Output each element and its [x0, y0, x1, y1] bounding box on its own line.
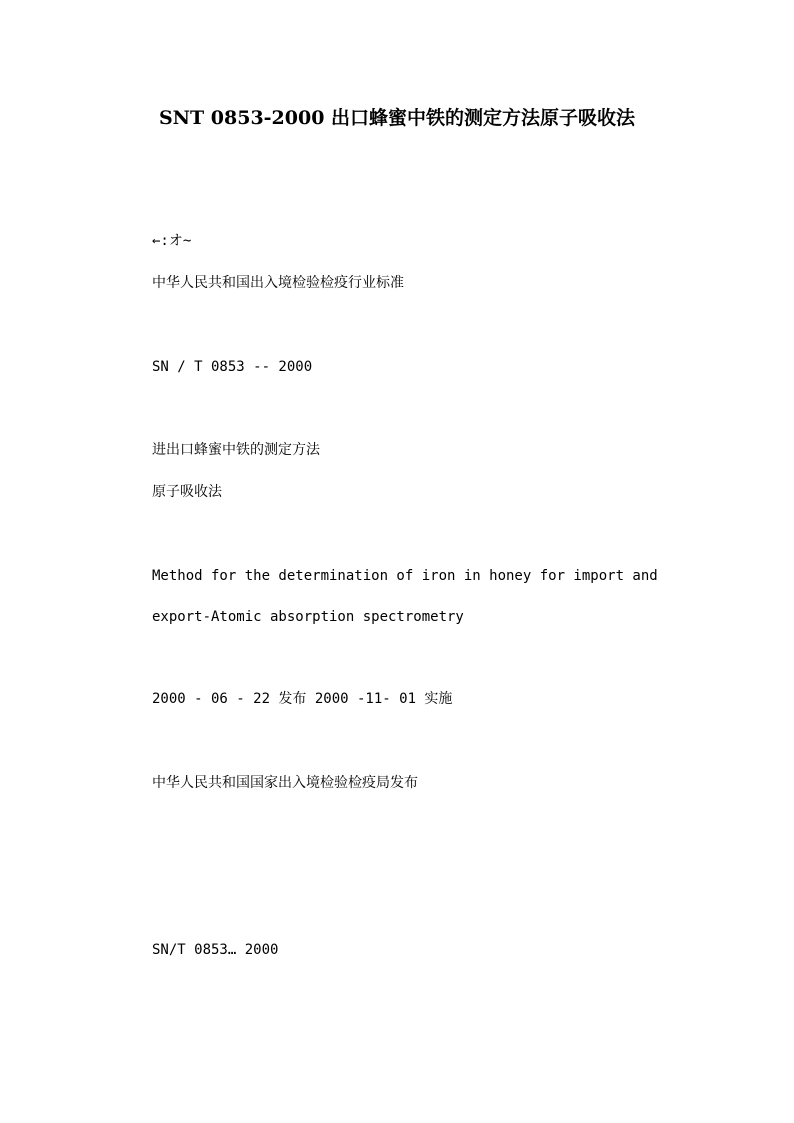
- issuing-authority: 中华人民共和国国家出入境检验检疫局发布: [152, 775, 418, 791]
- standard-title-en-line2: export-Atomic absorption spectrometry: [152, 609, 464, 625]
- standard-title-cn: 进出口蜂蜜中铁的测定方法: [152, 442, 320, 458]
- standard-title-en-line1: Method for the determination of iron in honey for import and: [152, 568, 658, 584]
- garbled-symbol-text: ←:オ~: [152, 233, 192, 249]
- document-title: SNT 0853-2000 出口蜂蜜中铁的测定方法原子吸收法: [158, 107, 636, 129]
- issue-and-implementation-dates: 2000 - 06 - 22 发布 2000 -11- 01 实施: [152, 691, 453, 707]
- footer-standard-number: SN/T 0853… 2000: [152, 942, 279, 958]
- method-name-cn: 原子吸收法: [152, 484, 222, 500]
- standard-number: SN / T 0853 -- 2000: [152, 359, 313, 375]
- standard-category: 中华人民共和国出入境检验检疫行业标准: [152, 275, 404, 291]
